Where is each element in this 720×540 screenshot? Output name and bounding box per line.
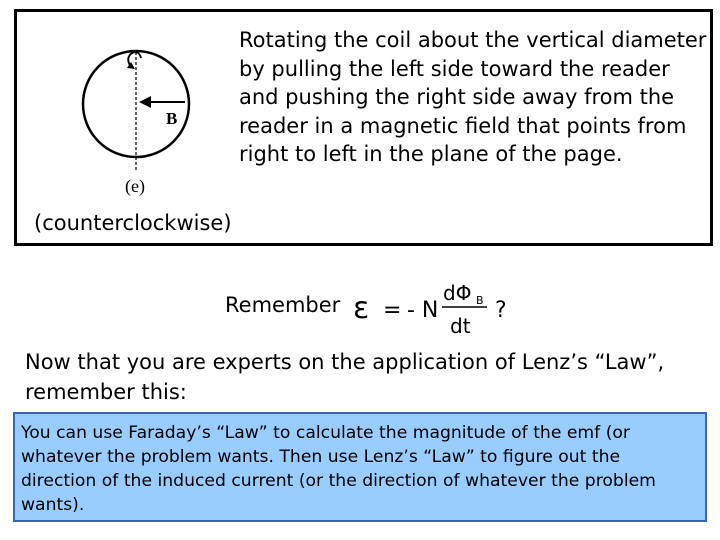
emf-symbol: ε [353, 291, 370, 326]
figure-caption: (e) [125, 176, 145, 196]
coil-diagram [77, 42, 217, 202]
field-arrowhead-icon [139, 96, 151, 108]
fraction-numerator: dΦ [443, 281, 472, 305]
remember-label: Remember [225, 293, 341, 317]
lenz-note: Now that you are experts on the application of Lenz’s “Law”, remember this: [25, 350, 665, 404]
field-label: B [166, 109, 178, 128]
problem-panel [14, 9, 713, 246]
minus-n: - N [407, 298, 439, 323]
problem-statement: Rotating the coil about the vertical diameter by pulling the left side toward the reader and pushing the right side away from the reader in a magnetic field that points from right to left in the plane of the page. [239, 28, 707, 166]
fraction-denominator: dt [450, 314, 471, 338]
faraday-formula [340, 266, 520, 341]
callout-box [13, 412, 707, 522]
formula-question-mark: ? [495, 298, 507, 323]
equals-sign: = [383, 298, 402, 323]
formula-row [225, 266, 545, 341]
callout-text: You can use Faraday’s “Law” to calculate the magnitude of the emf (or whatever the problem wants. Then use Lenz’s “Law” to figure out the direction of the induced current (or the direction of whatever the problem wants). [21, 423, 656, 515]
answer-label: (counterclockwise) [34, 211, 232, 235]
fraction-subscript: B [476, 294, 484, 307]
